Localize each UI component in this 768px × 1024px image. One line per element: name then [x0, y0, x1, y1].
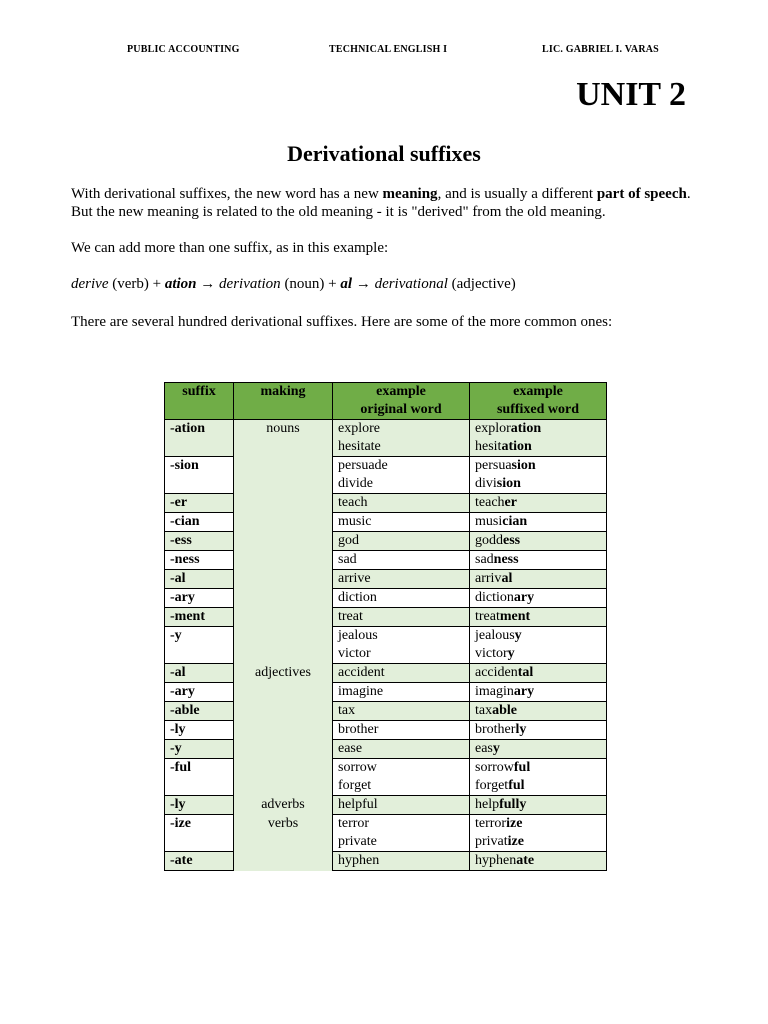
intro-paragraph-2: We can add more than one suffix, as in this example:	[71, 240, 389, 256]
suffixed-word-cell: sorrowful forgetful	[470, 759, 607, 796]
keyword-part-of-speech: part of speech	[596, 186, 687, 202]
table-row	[165, 815, 607, 852]
example-text: (adjective)	[447, 276, 516, 292]
suffix-table	[164, 382, 607, 871]
suffix-cell: -sion	[165, 457, 234, 494]
table-row	[165, 796, 607, 815]
suffix-cell: -ness	[165, 551, 234, 570]
example-derivation	[71, 275, 516, 293]
original-word-cell: arrive	[333, 570, 470, 589]
making-cell	[234, 513, 333, 532]
table-row	[165, 494, 607, 513]
suffixed-word-cell: musician	[470, 513, 607, 532]
suffixed-word-cell: goddess	[470, 532, 607, 551]
original-word-cell: jealous victor	[333, 627, 470, 664]
table-row	[165, 420, 607, 457]
table-body	[165, 420, 607, 871]
table-row	[165, 759, 607, 796]
example-suffix: al	[340, 276, 353, 292]
original-word-cell: hyphen	[333, 852, 470, 871]
suffix-cell: -ly	[165, 796, 234, 815]
table-row	[165, 532, 607, 551]
table-row	[165, 852, 607, 871]
original-word-cell: imagine	[333, 683, 470, 702]
suffix-cell: -ation	[165, 420, 234, 457]
making-cell	[234, 532, 333, 551]
suffixed-word-cell: sadness	[470, 551, 607, 570]
original-word-cell: explore hesitate	[333, 420, 470, 457]
table-row	[165, 457, 607, 494]
table-row	[165, 513, 607, 532]
suffixed-word-cell: imaginary	[470, 683, 607, 702]
making-cell	[234, 570, 333, 589]
suffixed-word-cell: dictionary	[470, 589, 607, 608]
example-suffix: ation	[164, 276, 197, 292]
suffixed-word-cell: easy	[470, 740, 607, 759]
column-header: making	[234, 383, 333, 420]
making-cell	[234, 721, 333, 740]
suffix-cell: -y	[165, 740, 234, 759]
original-word-cell: terror private	[333, 815, 470, 852]
suffix-cell: -ment	[165, 608, 234, 627]
table-row	[165, 740, 607, 759]
intro-text: , and is usually a different	[437, 186, 597, 202]
making-cell	[234, 608, 333, 627]
original-word-cell: sad	[333, 551, 470, 570]
keyword-meaning: meaning	[382, 186, 438, 202]
column-header: example original word	[333, 383, 470, 420]
table-row	[165, 551, 607, 570]
original-word-cell: tax	[333, 702, 470, 721]
page-title: Derivational suffixes	[287, 141, 481, 166]
suffix-cell: -ate	[165, 852, 234, 871]
suffix-cell: -ess	[165, 532, 234, 551]
original-word-cell: brother	[333, 721, 470, 740]
original-word-cell: god	[333, 532, 470, 551]
suffix-cell: -al	[165, 664, 234, 683]
original-word-cell: sorrow forget	[333, 759, 470, 796]
table-row	[165, 664, 607, 683]
table-row	[165, 570, 607, 589]
original-word-cell: teach	[333, 494, 470, 513]
making-cell	[234, 702, 333, 721]
intro-text: With derivational suffixes, the new word has a new	[71, 186, 383, 202]
original-word-cell: helpful	[333, 796, 470, 815]
original-word-cell: persuade divide	[333, 457, 470, 494]
header-center: TECHNICAL ENGLISH I	[329, 44, 448, 55]
suffix-cell: -ful	[165, 759, 234, 796]
making-cell	[234, 759, 333, 796]
example-word: derivation	[219, 276, 281, 292]
original-word-cell: accident	[333, 664, 470, 683]
example-text: (verb) +	[108, 276, 165, 292]
table-row	[165, 683, 607, 702]
suffix-cell: -able	[165, 702, 234, 721]
table-row	[165, 589, 607, 608]
making-cell: adjectives	[234, 664, 333, 683]
making-cell	[234, 457, 333, 494]
example-word: derivational	[374, 276, 448, 292]
suffixed-word-cell: treatment	[470, 608, 607, 627]
suffix-cell: -ary	[165, 683, 234, 702]
suffixed-word-cell: hyphenate	[470, 852, 607, 871]
table-row	[165, 608, 607, 627]
table-row	[165, 721, 607, 740]
arrow-icon: →	[352, 276, 375, 292]
table-row	[165, 627, 607, 664]
making-cell: adverbs	[234, 796, 333, 815]
intro-paragraph-3: There are several hundred derivational suffixes. Here are some of the more common ones:	[71, 314, 613, 330]
suffixed-word-cell: jealousy victory	[470, 627, 607, 664]
original-word-cell: ease	[333, 740, 470, 759]
suffixed-word-cell: arrival	[470, 570, 607, 589]
suffix-cell: -ize	[165, 815, 234, 852]
intro-text: But the new meaning is related to the old meaning - it is "derived" from the old meaning.	[71, 204, 606, 220]
making-cell: nouns	[234, 420, 333, 457]
example-word: derive	[71, 276, 109, 292]
suffixed-word-cell: exploration hesitation	[470, 420, 607, 457]
suffixed-word-cell: helpfully	[470, 796, 607, 815]
suffixed-word-cell: accidental	[470, 664, 607, 683]
column-header: example suffixed word	[470, 383, 607, 420]
column-header: suffix	[165, 383, 234, 420]
making-cell	[234, 589, 333, 608]
suffix-cell: -ary	[165, 589, 234, 608]
arrow-icon: →	[196, 276, 220, 292]
making-cell: verbs	[234, 815, 333, 852]
intro-text: .	[686, 186, 691, 202]
suffixed-word-cell: brotherly	[470, 721, 607, 740]
making-cell	[234, 852, 333, 871]
unit-heading: UNIT 2	[576, 76, 686, 113]
suffix-cell: -al	[165, 570, 234, 589]
making-cell	[234, 551, 333, 570]
original-word-cell: treat	[333, 608, 470, 627]
intro-paragraph-1	[71, 185, 691, 221]
original-word-cell: diction	[333, 589, 470, 608]
making-cell	[234, 683, 333, 702]
header-right: LIC. GABRIEL I. VARAS	[542, 44, 659, 55]
example-text: (noun) +	[280, 276, 341, 292]
suffixed-word-cell: teacher	[470, 494, 607, 513]
making-cell	[234, 627, 333, 664]
suffix-cell: -y	[165, 627, 234, 664]
suffix-cell: -er	[165, 494, 234, 513]
suffix-cell: -ly	[165, 721, 234, 740]
making-cell	[234, 494, 333, 513]
header-left: PUBLIC ACCOUNTING	[127, 44, 240, 55]
making-cell	[234, 740, 333, 759]
table-row	[165, 702, 607, 721]
suffixed-word-cell: persuasion division	[470, 457, 607, 494]
table-header-row	[165, 383, 607, 420]
suffix-cell: -cian	[165, 513, 234, 532]
original-word-cell: music	[333, 513, 470, 532]
suffixed-word-cell: taxable	[470, 702, 607, 721]
suffixed-word-cell: terrorize privatize	[470, 815, 607, 852]
